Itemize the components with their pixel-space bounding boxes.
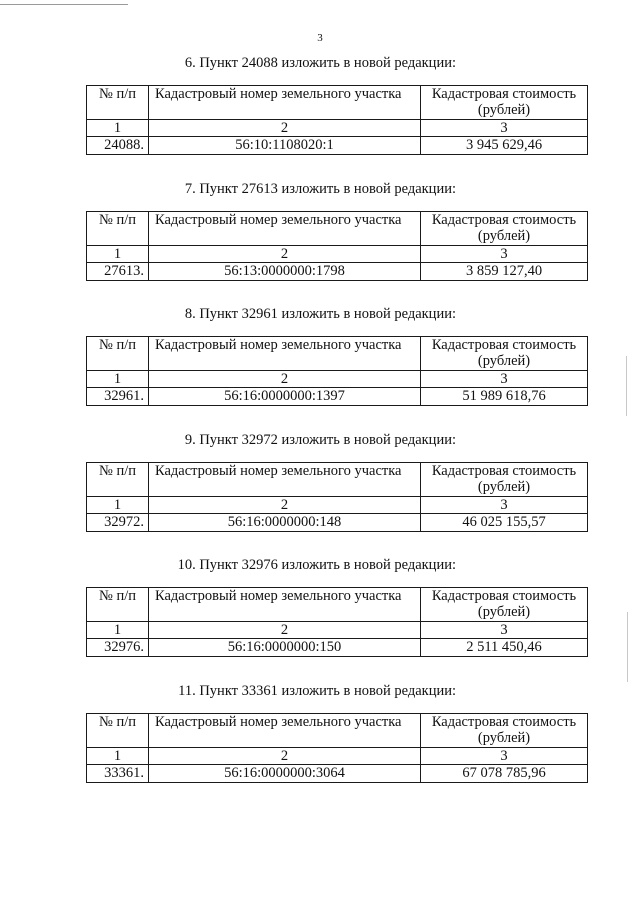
index-cell: 2 [149,120,421,137]
cadastral-table [86,462,588,532]
header-cell-number: № п/п [87,86,149,120]
header-cell-cadastral-value: Кадастровая стоимость (рублей) [421,86,588,120]
table-row [87,388,588,406]
index-cell: 2 [149,371,421,388]
row-cell-cadastral-number: 56:16:0000000:3064 [149,765,421,783]
table-index-row [87,497,588,514]
header-cell-cadastral-number: Кадастровый номер земельного участка [149,86,421,120]
header-cell-number: № п/п [87,463,149,497]
header-cell-cadastral-value: Кадастровая стоимость (рублей) [421,337,588,371]
header-cell-cadastral-number: Кадастровый номер земельного участка [149,212,421,246]
index-cell: 3 [421,246,588,263]
table-header-row [87,714,588,748]
row-cell-number: 32976. [87,639,149,657]
row-cell-cadastral-value: 46 025 155,57 [421,514,588,532]
scan-margin-mark [627,612,628,682]
index-cell: 2 [149,748,421,765]
index-cell: 3 [421,622,588,639]
section-heading: 8. Пункт 32961 изложить в новой редакции: [184,306,456,322]
index-cell: 1 [87,748,149,765]
table-index-row [87,371,588,388]
row-cell-cadastral-value: 2 511 450,46 [421,639,588,657]
row-cell-cadastral-value: 3 859 127,40 [421,263,588,281]
table-index-row [87,246,588,263]
header-cell-cadastral-number: Кадастровый номер земельного участка [149,588,421,622]
header-cell-number: № п/п [87,588,149,622]
table-row [87,514,588,532]
index-cell: 1 [87,371,149,388]
row-cell-number: 27613. [87,263,149,281]
table-header-row [87,212,588,246]
row-cell-cadastral-value: 3 945 629,46 [421,137,588,155]
header-cell-number: № п/п [87,337,149,371]
header-cell-cadastral-value: Кадастровая стоимость (рублей) [421,588,588,622]
index-cell: 3 [421,497,588,514]
index-cell: 3 [421,120,588,137]
cadastral-table [86,85,588,155]
table-index-row [87,748,588,765]
row-cell-number: 32972. [87,514,149,532]
row-cell-number: 24088. [87,137,149,155]
row-cell-number: 33361. [87,765,149,783]
index-cell: 3 [421,748,588,765]
cadastral-table [86,336,588,406]
header-cell-cadastral-number: Кадастровый номер земельного участка [149,714,421,748]
section-heading: 10. Пункт 32976 изложить в новой редакции: [177,557,456,573]
header-cell-cadastral-value: Кадастровая стоимость (рублей) [421,212,588,246]
index-cell: 2 [149,622,421,639]
cadastral-table [86,713,588,783]
index-cell: 3 [421,371,588,388]
table-header-row [87,588,588,622]
row-cell-cadastral-value: 51 989 618,76 [421,388,588,406]
row-cell-cadastral-number: 56:10:1108020:1 [149,137,421,155]
row-cell-cadastral-number: 56:13:0000000:1798 [149,263,421,281]
index-cell: 1 [87,246,149,263]
row-cell-cadastral-number: 56:16:0000000:148 [149,514,421,532]
index-cell: 2 [149,497,421,514]
section-heading: 7. Пункт 27613 изложить в новой редакции: [184,181,456,197]
page-number: 3 [317,32,323,44]
header-cell-cadastral-value: Кадастровая стоимость (рублей) [421,714,588,748]
top-rule [0,4,128,5]
table-row [87,263,588,281]
header-cell-cadastral-number: Кадастровый номер земельного участка [149,463,421,497]
section-heading: 6. Пункт 24088 изложить в новой редакции: [184,55,456,71]
index-cell: 2 [149,246,421,263]
row-cell-cadastral-value: 67 078 785,96 [421,765,588,783]
table-header-row [87,337,588,371]
index-cell: 1 [87,120,149,137]
table-index-row [87,622,588,639]
table-index-row [87,120,588,137]
cadastral-table [86,211,588,281]
section-heading: 11. Пункт 33361 изложить в новой редакции: [178,683,456,699]
table-header-row [87,463,588,497]
row-cell-cadastral-number: 56:16:0000000:1397 [149,388,421,406]
table-row [87,137,588,155]
scan-margin-mark [626,356,627,416]
header-cell-cadastral-number: Кадастровый номер земельного участка [149,337,421,371]
index-cell: 1 [87,622,149,639]
header-cell-cadastral-value: Кадастровая стоимость (рублей) [421,463,588,497]
section-heading: 9. Пункт 32972 изложить в новой редакции: [184,432,456,448]
header-cell-number: № п/п [87,212,149,246]
row-cell-number: 32961. [87,388,149,406]
cadastral-table [86,587,588,657]
index-cell: 1 [87,497,149,514]
table-row [87,765,588,783]
table-row [87,639,588,657]
table-header-row [87,86,588,120]
row-cell-cadastral-number: 56:16:0000000:150 [149,639,421,657]
header-cell-number: № п/п [87,714,149,748]
